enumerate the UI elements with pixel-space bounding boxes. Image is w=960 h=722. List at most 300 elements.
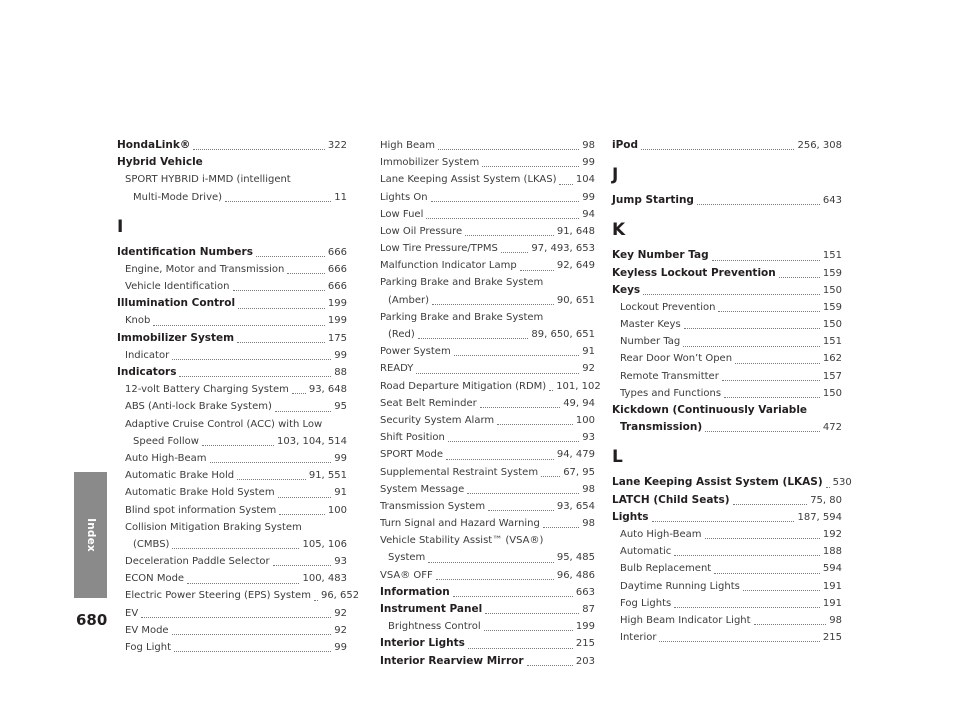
entry-pages[interactable]: 95 [334,401,347,413]
dot-leader [292,393,306,394]
index-sub-entry[interactable] [380,257,595,274]
dot-leader [497,424,573,425]
index-sub-entry[interactable] [612,299,842,316]
dot-leader [187,583,299,584]
entry-pages[interactable]: 67, 95 [563,466,595,478]
entry-term: Road Departure Mitigation (RDM) [380,380,547,392]
entry-term: Immobilizer System [380,157,480,169]
index-sub-entry[interactable] [380,189,595,206]
entry-term: System Message [380,483,465,495]
entry-term: Interior Rearview Mirror [380,654,524,667]
dot-leader [172,548,299,549]
index-sub-entry[interactable] [117,261,347,278]
entry-pages[interactable]: 150 [822,387,842,399]
index-sub-entry[interactable] [380,446,595,463]
entry-term: Rear Door Won’t Open [620,353,733,365]
index-sub-entry[interactable] [117,622,347,639]
entry-term: Parking Brake and Brake System [380,311,544,323]
section-letter-l: L [612,447,623,468]
index-sub-entry[interactable] [380,171,595,188]
dot-leader [172,634,332,635]
index-sub-entry[interactable] [117,278,347,295]
entry-term: Knob [125,315,151,327]
entry-pages[interactable]: 191 [822,597,842,609]
dot-leader [482,166,579,167]
entry-pages[interactable]: 49, 94 [563,397,595,409]
index-sub-entry[interactable] [117,450,347,467]
entry-pages[interactable]: 11 [334,191,347,203]
dot-leader [275,411,331,412]
entry-pages[interactable]: 175 [327,332,347,344]
entry-pages[interactable]: 594 [822,563,842,575]
dot-leader [428,562,554,563]
entry-pages[interactable]: 157 [822,370,842,382]
dot-leader [659,641,819,642]
index-main-entry[interactable] [612,474,852,491]
index-sub-entry[interactable] [380,464,595,481]
dot-leader [174,651,331,652]
index-sub-entry[interactable] [612,526,842,543]
index-sub-entry[interactable] [117,639,347,656]
dot-leader [643,294,820,295]
entry-pages[interactable]: 199 [327,315,347,327]
index-sub-entry[interactable] [380,137,595,154]
index-main-entry[interactable] [380,601,595,618]
entry-pages[interactable]: 94 [582,208,595,220]
index-sub-entry[interactable] [612,612,842,629]
entry-pages[interactable]: 98 [829,614,842,626]
dot-leader [256,256,325,257]
index-sub-entry[interactable] [380,223,595,240]
entry-pages[interactable]: 93 [334,556,347,568]
entry-pages[interactable]: 91, 648 [556,225,595,237]
entry-pages[interactable]: 92, 649 [556,260,595,272]
entry-term: Supplemental Restraint System [380,466,539,478]
index-main-entry[interactable] [612,282,842,299]
entry-term: Key Number Tag [612,249,709,262]
index-sub-entry[interactable] [612,368,842,385]
dot-leader [674,607,820,608]
index-sub-entry[interactable] [380,429,595,446]
dot-leader [718,311,819,312]
index-sub-entry[interactable] [380,309,595,326]
entry-term: System [388,552,426,564]
entry-term: Kickdown (Continuously Variable [612,404,808,417]
index-column-1 [117,137,360,656]
index-main-entry[interactable] [612,492,842,509]
dot-leader [432,304,554,305]
entry-term: Blind spot information System [125,504,277,516]
dot-leader [652,521,795,522]
index-sub-entry[interactable] [117,347,347,364]
entry-term: EV Mode [125,624,169,636]
entry-term: Engine, Motor and Transmission [125,263,285,275]
entry-pages[interactable]: 88 [334,367,347,379]
entry-term: Identification Numbers [117,245,253,258]
index-main-entry[interactable] [117,295,347,312]
dot-leader [314,600,318,601]
entry-pages[interactable]: 663 [575,586,595,598]
entry-term: Automatic Brake Hold System [125,487,275,499]
dot-leader [697,204,820,205]
index-sub-entry[interactable] [380,532,595,549]
index-sub-entry[interactable] [380,498,595,515]
index-sub-entry[interactable] [117,484,347,501]
entry-term: VSA® OFF [380,569,433,581]
entry-term: Brightness Control [388,621,481,633]
entry-pages[interactable]: 151 [822,250,842,262]
index-main-entry[interactable] [380,635,595,652]
entry-term: Number Tag [620,336,681,348]
index-sub-entry[interactable] [380,275,595,292]
index-sub-entry[interactable] [380,292,595,309]
entry-pages[interactable]: 100, 483 [302,573,347,585]
entry-term: Keys [612,283,641,296]
entry-term: Lockout Prevention [620,301,716,313]
entry-term: Fog Light [125,642,171,654]
entry-pages[interactable]: 151 [822,336,842,348]
entry-pages[interactable]: 159 [822,301,842,313]
entry-pages[interactable]: 99 [582,157,595,169]
index-sub-entry[interactable] [117,536,347,553]
index-main-entry[interactable] [612,192,842,209]
index-sub-entry[interactable] [380,412,595,429]
entry-term: Remote Transmitter [620,370,719,382]
entry-pages[interactable]: 215 [822,632,842,644]
dot-leader [237,342,325,343]
entry-pages[interactable]: 199 [327,298,347,310]
entry-pages[interactable]: 96, 652 [320,590,360,602]
dot-leader [416,373,579,374]
dot-leader [674,555,820,556]
index-sub-entry[interactable] [117,519,347,536]
dot-leader [543,527,579,528]
entry-pages[interactable]: 75, 80 [810,494,842,506]
dot-leader [683,346,820,347]
index-sub-entry[interactable] [380,360,595,377]
entry-pages[interactable]: 91 [582,346,595,358]
dot-leader [418,338,529,339]
entry-pages[interactable]: 472 [822,422,842,434]
entry-pages[interactable]: 150 [822,284,842,296]
index-sub-entry[interactable] [117,433,347,450]
dot-leader [541,476,560,477]
entry-term: Seat Belt Reminder [380,397,477,409]
entry-term: (CMBS) [133,538,170,550]
dot-leader [225,201,331,202]
entry-term: Master Keys [620,319,681,331]
dot-leader [559,184,572,185]
entry-pages[interactable]: 89, 650, 651 [531,329,595,341]
dot-leader [467,493,579,494]
entry-pages[interactable]: 92 [582,363,595,375]
dot-leader [724,397,820,398]
entry-pages[interactable]: 99 [334,452,347,464]
index-sub-entry[interactable] [117,467,347,484]
side-tab-label: Index [84,518,97,552]
index-sub-entry[interactable] [117,605,347,622]
dot-leader [743,590,820,591]
entry-pages[interactable]: 93 [582,432,595,444]
entry-term: Auto High-Beam [125,452,207,464]
index-sub-entry[interactable] [380,567,595,584]
entry-term: ECON Mode [125,573,185,585]
entry-pages[interactable]: 322 [327,139,347,151]
dot-leader [705,538,820,539]
dot-leader [484,630,573,631]
dot-leader [549,390,553,391]
entry-term: Malfunction Indicator Lamp [380,260,517,272]
entry-pages[interactable]: 92 [334,607,347,619]
index-main-entry[interactable] [612,402,842,419]
index-sub-entry[interactable] [380,395,595,412]
entry-pages[interactable]: 98 [582,518,595,530]
dot-leader [826,487,830,488]
entry-pages[interactable]: 666 [327,246,347,258]
index-main-entry[interactable] [380,653,595,670]
dot-leader [722,380,820,381]
entry-term: Turn Signal and Hazard Warning [380,518,540,530]
entry-term: Automatic [620,546,672,558]
index-sub-entry[interactable] [380,206,595,223]
entry-term: Lane Keeping Assist System (LKAS) [380,174,557,186]
entry-term: Interior [620,632,657,644]
dot-leader [237,479,306,480]
entry-pages[interactable]: 99 [582,191,595,203]
entry-pages[interactable]: 150 [822,319,842,331]
index-sub-entry[interactable] [380,154,595,171]
entry-pages[interactable]: 103, 104, 514 [277,435,347,447]
dot-leader [287,273,325,274]
entry-term: Transmission System [380,500,486,512]
entry-term: Hybrid Vehicle [117,156,203,169]
index-main-entry[interactable] [117,137,347,154]
index-sub-entry[interactable] [612,316,842,333]
entry-term: Interior Lights [380,637,465,650]
entry-pages[interactable]: 187, 594 [797,511,842,523]
index-main-entry[interactable] [612,419,842,436]
entry-pages[interactable]: 104 [575,174,595,186]
index-sub-entry[interactable] [612,629,842,646]
index-main-entry[interactable] [117,154,347,171]
dot-leader [488,510,554,511]
entry-term: EV [125,607,139,619]
index-sub-entry[interactable] [380,326,595,343]
index-sub-entry[interactable] [612,351,842,368]
entry-pages[interactable]: 98 [582,139,595,151]
entry-term: Jump Starting [612,194,694,207]
entry-term: Indicator [125,349,170,361]
index-sub-entry[interactable] [612,543,842,560]
entry-term: Security System Alarm [380,414,495,426]
entry-pages[interactable]: 188 [822,546,842,558]
index-main-entry[interactable] [612,509,842,526]
dot-leader [779,277,820,278]
index-main-entry[interactable] [380,584,595,601]
dot-leader [273,565,332,566]
dot-leader [141,617,331,618]
index-sub-entry[interactable] [380,618,595,635]
dot-leader [448,441,579,442]
index-sub-entry[interactable] [380,378,601,395]
entry-pages[interactable]: 199 [575,621,595,633]
dot-leader [468,648,573,649]
entry-term: Automatic Brake Hold [125,470,235,482]
index-sub-entry[interactable] [612,385,842,402]
entry-pages[interactable]: 203 [575,655,595,667]
entry-pages[interactable]: 97, 493, 653 [531,243,595,255]
section-letter-i: I [117,216,124,237]
entry-term: HondaLink® [117,138,191,151]
index-sub-entry[interactable] [117,381,347,398]
entry-term: Low Fuel [380,208,424,220]
entry-term: Multi-Mode Drive) [133,191,223,203]
entry-pages[interactable]: 191 [822,580,842,592]
index-sub-entry[interactable] [612,333,842,350]
section-letter-k: K [612,220,626,241]
entry-pages[interactable]: 100 [575,414,595,426]
index-sub-entry[interactable] [117,502,347,519]
entry-term: (Red) [388,329,415,341]
index-sub-entry[interactable] [117,171,347,188]
dot-leader [485,613,579,614]
dot-leader [202,445,274,446]
entry-term: Low Tire Pressure/TPMS [380,243,498,255]
index-column-3 [612,137,852,646]
entry-pages[interactable]: 99 [334,349,347,361]
dot-leader [179,376,331,377]
entry-term: SPORT Mode [380,449,444,461]
index-sub-entry[interactable] [117,313,347,330]
index-column-2 [380,137,601,670]
entry-pages[interactable]: 666 [327,281,347,293]
dot-leader [714,573,820,574]
entry-term: Deceleration Paddle Selector [125,556,270,568]
entry-term: LATCH (Child Seats) [612,493,730,506]
index-main-entry[interactable] [612,137,842,154]
entry-pages[interactable]: 159 [822,267,842,279]
dot-leader [233,290,325,291]
entry-pages[interactable]: 90, 651 [556,294,595,306]
entry-pages[interactable]: 100 [327,504,347,516]
entry-pages[interactable]: 92 [334,624,347,636]
index-main-entry[interactable] [612,247,842,264]
entry-pages[interactable]: 98 [582,483,595,495]
entry-term: Vehicle Stability Assist™ (VSA®) [380,535,544,547]
dot-leader [684,328,820,329]
entry-term: Parking Brake and Brake System [380,277,544,289]
entry-pages[interactable]: 91, 551 [308,470,347,482]
entry-term: Auto High-Beam [620,528,702,540]
entry-pages[interactable]: 93, 654 [556,500,595,512]
dot-leader [527,665,573,666]
entry-term: Daytime Running Lights [620,580,740,592]
dot-leader [641,149,794,150]
index-sub-entry[interactable] [380,343,595,360]
entry-pages[interactable]: 192 [822,528,842,540]
section-letter-j: J [612,165,619,186]
entry-pages[interactable]: 530 [832,477,852,489]
entry-pages[interactable]: 256, 308 [797,139,842,151]
dot-leader [735,363,820,364]
entry-pages[interactable]: 162 [822,353,842,365]
entry-pages[interactable]: 93, 648 [308,384,347,396]
index-sub-entry[interactable] [380,550,595,567]
index-sub-entry[interactable] [380,240,595,257]
index-sub-entry[interactable] [117,588,360,605]
index-sub-entry[interactable] [117,189,347,206]
entry-term: Collision Mitigation Braking System [125,521,302,533]
entry-term: Shift Position [380,432,445,444]
index-sub-entry[interactable] [612,595,842,612]
entry-term: Indicators [117,366,177,379]
entry-term: Low Oil Pressure [380,225,463,237]
index-sub-entry[interactable] [380,481,595,498]
dot-leader [238,308,325,309]
entry-term: iPod [612,138,639,151]
entry-pages[interactable]: 94, 479 [556,449,595,461]
dot-leader [453,596,573,597]
dot-leader [465,235,554,236]
dot-leader [754,624,827,625]
entry-term: Transmission) [620,421,703,434]
entry-pages[interactable]: 96, 486 [556,569,595,581]
dot-leader [712,260,820,261]
dot-leader [436,579,554,580]
index-sub-entry[interactable] [117,553,347,570]
entry-pages[interactable]: 99 [334,642,347,654]
index-sub-entry[interactable] [117,416,347,433]
entry-term: READY [380,363,414,375]
entry-pages[interactable]: 87 [582,604,595,616]
dot-leader [480,407,560,408]
entry-term: Lights [612,510,649,523]
entry-pages[interactable]: 215 [575,638,595,650]
entry-term: Lights On [380,191,428,203]
index-sub-entry[interactable] [612,578,842,595]
entry-term: High Beam Indicator Light [620,614,751,626]
index-main-entry[interactable] [117,330,347,347]
index-main-entry[interactable] [117,244,347,261]
entry-pages[interactable]: 643 [822,195,842,207]
index-main-entry[interactable] [117,364,347,381]
entry-pages[interactable]: 666 [327,263,347,275]
entry-pages[interactable]: 95, 485 [556,552,595,564]
entry-term: Adaptive Cruise Control (ACC) with Low [125,418,323,430]
entry-term: Power System [380,346,451,358]
entry-term: Electric Power Steering (EPS) System [125,590,311,602]
index-sub-entry[interactable] [380,515,595,532]
dot-leader [426,218,579,219]
dot-leader [153,325,325,326]
index-sub-entry[interactable] [117,398,347,415]
dot-leader [431,201,580,202]
entry-term: Information [380,585,450,598]
index-side-tab[interactable] [74,472,107,598]
dot-leader [278,497,332,498]
index-sub-entry[interactable] [117,570,347,587]
entry-pages[interactable]: 101, 102 [556,380,601,392]
index-sub-entry[interactable] [612,560,842,577]
entry-term: Types and Functions [620,387,722,399]
dot-leader [705,431,820,432]
entry-term: High Beam [380,139,436,151]
entry-pages[interactable]: 105, 106 [302,538,347,550]
entry-term: Lane Keeping Assist System (LKAS) [612,476,823,489]
entry-term: Speed Follow [133,435,199,447]
entry-pages[interactable]: 91 [334,487,347,499]
index-main-entry[interactable] [612,265,842,282]
